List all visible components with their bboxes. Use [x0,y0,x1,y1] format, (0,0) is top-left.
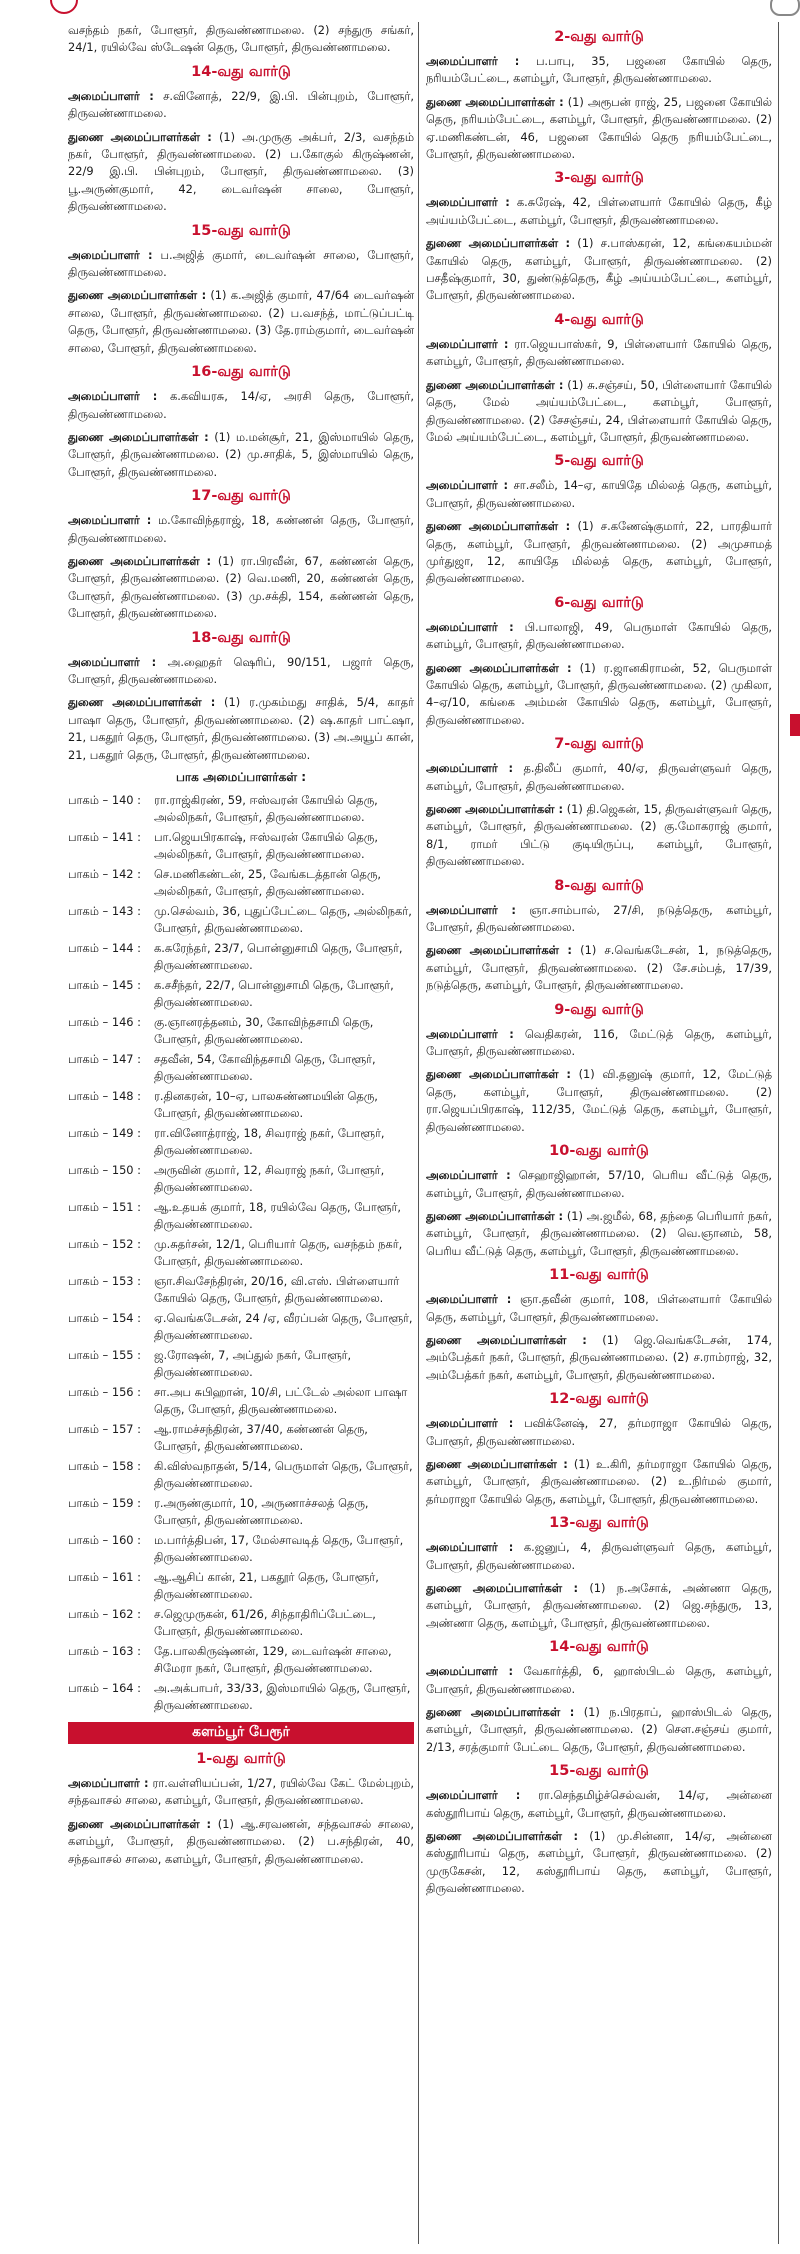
deputies-label: துணை அமைப்பாளர்கள் : [426,1829,579,1844]
bagam-row [68,829,414,863]
bagam-number: பாகம் – 156 : [68,1385,142,1399]
ward-leader [426,1787,772,1822]
deputies-label: துணை அமைப்பாளர்கள் : [426,377,564,392]
bagam-detail: மு.செல்வம், 36, புதுப்பேட்டை தெரு, அல்லிநகர், போளூர், திருவண்ணாமலை. [154,904,412,935]
ward-deputies [426,518,772,588]
ward-heading: 8-வது வார்டு [554,877,644,894]
ward-heading: 10-வது வார்டு [549,1143,649,1160]
leader-label: அமைப்பாளர் : [68,389,158,404]
bagam-row [68,1643,414,1677]
ward-heading: 1-வது வார்டு [196,1751,286,1767]
leader-text: த.திலீப் குமார், 40/ஏ, திருவள்ளுவர் தெரு, களம்பூர், போளூர், திருவண்ணாமலை. [426,761,772,793]
bagam-number: பாகம் – 147 : [68,1052,142,1066]
deputies-text: (1) ம.மன்சூர், 21, இஸ்மாயில் தெரு, போளூர், திருவண்ணாமலை. (2) மு.சாதிக், 5, இஸ்மாயில் தெரு, போளூர், திருவண்ணாமலை. [68,429,414,479]
ward-leader [426,336,772,371]
bagam-row [68,1569,414,1603]
ward-leader [426,194,772,229]
bagam-detail: அருவின் குமார், 12, சிவராஜ் நகர், போளூர், திருவண்ணாமலை. [154,1163,385,1194]
ward-deputies [426,377,772,447]
bagam-row [68,1162,414,1196]
deputies-label: துணை அமைப்பாளர்கள் : [426,1332,587,1347]
bagam-detail: மு.சுதர்சன், 12/1, பெரியார் தெரு, வசந்தம் நகர், போளூர், திருவண்ணாமலை. [154,1237,403,1268]
deputies-label: துணை அமைப்பாளர்கள் : [426,943,572,958]
ward-heading: 11-வது வார்டு [549,1267,649,1284]
bagam-detail: ஞா.சிவசேந்திரன், 20/16, வி.எஸ். பிள்ளையார் கோயில் தெரு, போளூர், திருவண்ணாமலை. [154,1274,400,1305]
bagam-row [68,1088,414,1122]
ward-deputies [426,801,772,871]
bagam-row [68,1680,414,1714]
leader-text: பி.பாலாஜி, 49, பெருமாள் கோயில் தெரு, களம்பூர், போளூர், திருவண்ணாமலை. [426,619,772,652]
deputies-text: (1) அ.முருகு அக்பர், 2/3, வசந்தம் நகர், போளூர், திருவண்ணாமலை. (2) ப.கோகுல் கிருஷ்ணன், 22/9 இ.பி. பின்புறம், போளூர், திருவண்ணாமலை. (3) பூ.அருண்குமார், 42, டைவர்ஷன் சாலை, போளூர், திருவண்ணாமலை. [68,129,414,214]
ward-deputies [68,694,414,764]
deputies-text: (1) ச.பாஸ்கரன், 12, கங்கையம்மன் கோயில் தெரு, களம்பூர், போளூர், திருவண்ணாமலை. (2) பசதீஷ்குமார், 30, துண்டுத்தெரு, கீழ் அய்யம்பேட்டை, களம்பூர், போளூர், திருவண்ணாமலை. [426,236,772,303]
deputies-text: (1) உ.கிரி, தர்மராஜா கோயில் தெரு, களம்பூர், போளூர், திருவண்ணாமலை. (2) உ.நிர்மல் குமார், தர்மராஜா கோயில் தெரு, களம்பூர், போளூர், திருவண்ணாமலை. [426,1456,772,1506]
ward-deputies [426,1828,772,1898]
bagam-row [68,1532,414,1566]
ward-deputies [68,129,414,216]
bagam-row [68,1458,414,1492]
ward-leader [68,247,414,282]
leader-label: அமைப்பாளர் : [426,1026,514,1041]
deputies-text: (1) ரா.பிரவீன், 67, கண்ணன் தெரு, போளூர், திருவண்ணாமலை. (2) வெ.மணி, 20, கண்ணன் தெரு, போளூர், திருவண்ணாமலை. (3) மு.சக்தி, 154, கண்ணன் தெரு, போளூர், திருவண்ணாமலை. [68,553,414,621]
bagam-row [68,1051,414,1085]
bagam-detail: சா.அப சுபிஹான், 10/சி, பட்டேல் அல்லா பாஷா தெரு, போளூர், திருவண்ணாமலை. [154,1385,408,1416]
deputies-label: துணை அமைப்பாளர்கள் : [68,695,216,710]
deputies-text: (1) ர.முகம்மது சாதிக், 5/4, காதர் பாஷா தெரு, போளூர், திருவண்ணாமலை. (2) ஷ.காதர் பாட்ஷா, 21, பகதூர் தெரு, போளூர், திருவண்ணாமலை. (3) அ.அயூப் கான், 21, பகதூர் தெரு, போளூர், திருவண்ணாமலை. [68,695,414,762]
masthead-icon [770,0,800,16]
bagam-row [68,1347,414,1381]
ward-deputies [426,1208,772,1260]
ward-heading: 5-வது வார்டு [554,453,644,470]
leader-text: சா.சலீம், 14–ஏ, காயிதே மில்லத் தெரு, களம்பூர், போளூர், திருவண்ணாமலை. [426,478,772,510]
bagam-number: பாகம் – 152 : [68,1237,142,1251]
bagam-number: பாகம் – 141 : [68,830,142,844]
bagam-detail: ஆ.ராமச்சந்திரன், 37/40, கண்ணன் தெரு, போளூர், திருவண்ணாமலை. [154,1422,368,1453]
bagam-number: பாகம் – 157 : [68,1422,142,1436]
adjacent-column-edge [782,22,800,2244]
bagam-row [68,1199,414,1233]
bagam-number: பாகம் – 150 : [68,1163,142,1177]
bagam-row [68,1236,414,1270]
bagam-number: பாகம் – 148 : [68,1089,142,1103]
ward-leader [68,654,414,689]
leader-label: அமைப்பாளர் : [426,1292,512,1307]
deputies-text: (1) க.அஜித் குமார், 47/64 டைவர்ஷன் சாலை, போளூர், திருவண்ணாமலை. (2) ப.வசந்த், மாட்டுப்பட்டி தெரு, போளூர், திருவண்ணாமலை. (3) தே.ராம்குமார், டைவர்ஷன் சாலை, போளூர், திருவண்ணாமலை. [68,288,414,355]
ward-leader [426,53,772,88]
deputies-text: (1) ச.கணேஷ்குமார், 22, பாரதியார் தெரு, களம்பூர், போளூர், திருவண்ணாமலை. (2) அமுசாமத் முர்துஜா, 12, காயிதே மில்லத் தெரு, களம்பூர், போளூர், திருவண்ணாமலை. [426,519,772,586]
bagam-number: பாகம் – 146 : [68,1015,142,1029]
bagam-row [68,1310,414,1344]
bagam-number: பாகம் – 143 : [68,904,142,918]
leader-text: ஞா.சாம்பால், 27/சி, நடுத்தெரு, களம்பூர், போளூர், திருவண்ணாமலை. [426,902,772,935]
bagam-detail: சதவீன், 54, கோவிந்தசாமி தெரு, போளூர், திருவண்ணாமலை. [154,1052,376,1083]
ward-heading: 18-வது வார்டு [191,629,291,646]
leader-text: வெதிகரன், 116, மேட்டுத் தெரு, களம்பூர், போளூர், திருவண்ணாமலை. [426,1026,772,1059]
deputies-text: (1) மு.சின்னா, 14/ஏ, அன்னை கஸ்தூரிபாய் தெரு, களம்பூர், போளூர், திருவண்ணாமலை. (2) முருகேசன், 12, கஸ்தூரிபாய் தெரு, களம்பூர், போளூர், திருவண்ணாமலை. [426,1829,772,1896]
ward-deputies [426,1704,772,1756]
ward-deputies [68,553,414,623]
ward-deputies [68,1816,414,1868]
deputies-label: துணை அமைப்பாளர்கள் : [426,1581,579,1595]
leader-text: வேகார்த்தி, 6, ஹாஸ்பிடல் தெரு, களம்பூர், போளூர், திருவண்ணாமலை. [426,1664,772,1696]
deputies-label: துணை அமைப்பாளர்கள் : [68,553,212,568]
deputies-text: (1) ந.பிரதாப், ஹாஸ்பிடல் தெரு, களம்பூர், போளூர், திருவண்ணாமலை. (2) சௌ.சஞ்சய் குமார், 2/13, சரத்குமார் பேட்டை தெரு, போளூர், திருவண்ணாமலை. [426,1705,772,1754]
leader-text: ரா.வள்ளியப்பன், 1/27, ரயில்வே கேட் மேல்புறம், சந்தவாசல் சாலை, களம்பூர், போளூர், திருவண்ணாமலை. [68,1776,414,1808]
bagam-row [68,1384,414,1418]
ward-deputies [426,660,772,730]
ward-heading: 9-வது வார்டு [554,1001,644,1018]
bagam-detail: ஆ.உதயக் குமார், 18, ரயில்வே தெரு, போளூர், திருவண்ணாமலை. [154,1200,402,1231]
ward-deputies [426,94,772,164]
bagam-number: பாகம் – 149 : [68,1126,142,1140]
bagam-number: பாகம் – 163 : [68,1644,142,1658]
leader-label: அமைப்பாளர் : [426,761,514,776]
section-banner: களம்பூர் பேரூர் [68,1722,414,1744]
leader-label: அமைப்பாளர் : [426,902,516,917]
deputies-text: (1) சு.சஞ்சய், 50, பிள்ளையார் கோயில் தெரு, மேல் அய்யம்பேட்டை, களம்பூர், போளூர், திருவண்ணாமலை. (2) சேசஞ்சய், 24, பிள்ளையார் கோயில் தெரு, மேல் அய்யம்பேட்டை, களம்பூர், போளூர், திருவண்ணாமலை. [426,377,772,444]
bagam-row [68,1606,414,1640]
leader-text: பவிக்னேஷ், 27, தர்மராஜா கோயில் தெரு, போளூர், திருவண்ணாமலை. [426,1416,772,1448]
bagam-detail: ரா.வினோத்ராஜ், 18, சிவராஜ் நகர், போளூர், திருவண்ணாமலை. [154,1126,385,1157]
bagam-number: பாகம் – 164 : [68,1681,142,1695]
bagam-row [68,940,414,974]
bagam-number: பாகம் – 160 : [68,1533,142,1547]
bagam-detail: தே.பாலகிருஷ்ணன், 129, டைவர்ஷன் சாலை, சிமேரா நகர், போளூர், திருவண்ணாமலை. [154,1644,392,1675]
deputies-label: துணை அமைப்பாளர்கள் : [426,1067,571,1082]
bagam-detail: ஜ.ரோஷன், 7, அப்துல் நகர், போளூர், திருவண்ணாமலை. [154,1348,352,1379]
bagam-detail: ஏ.வெங்கடேசன், 24 /ஏ, வீரப்பன் தெரு, போளூர், திருவண்ணாமலை. [154,1311,413,1342]
bagam-detail: ம.பார்த்திபன், 17, மேல்சாவடித் தெரு, போளூர், திருவண்ணாமலை. [154,1533,404,1564]
leader-label: அமைப்பாளர் : [426,1168,511,1183]
ward-deputies [426,1332,772,1384]
deputies-text: (1) தி.ஜெகன், 15, திருவள்ளுவர் தெரு, களம்பூர், போளூர், திருவண்ணாமலை. (2) கு.மோகராஜ் குமார், 8/1, ராமர் பிட்டு குடியிருப்பு, களம்பூர், போளூர், திருவண்ணாமலை. [426,802,772,869]
deputies-text: (1) ஜெ.வெங்கடேசன், 174, அம்பேத்கர் நகர், போளூர், திருவண்ணாமலை. (2) ச.ராம்ராஜ், 32, அம்பேத்கர் நகர், களம்பூர், போளூர், திருவண்ணாமலை. [426,1332,772,1382]
deputies-label: துணை அமைப்பாளர்கள் : [426,519,571,534]
leader-text: ஞா.தவீன் குமார், 108, பிள்ளையார் கோயில் தெரு, களம்பூர், போளூர், திருவண்ணாமலை. [426,1292,772,1324]
leader-label: அமைப்பாளர் : [426,1540,514,1555]
ward-leader [68,512,414,547]
leader-text: செஹாஜிஹான், 57/10, பெரிய வீட்டுத் தெரு, களம்பூர், போளூர், திருவண்ணாமலை. [426,1168,772,1200]
bagam-row [68,1014,414,1048]
deputies-label: துணை அமைப்பாளர்கள் : [426,1456,568,1471]
bagam-number: பாகம் – 155 : [68,1348,142,1362]
bagam-number: பாகம் – 154 : [68,1311,142,1325]
bagam-number: பாகம் – 158 : [68,1459,142,1473]
ward-leader [426,1415,772,1450]
bagam-number: பாகம் – 144 : [68,941,142,955]
ward-leader [426,1539,772,1574]
ward-leader [68,388,414,423]
column-divider [778,22,779,2244]
deputies-label: துணை அமைப்பாளர்கள் : [68,129,212,144]
bagam-row [68,1125,414,1159]
ward-heading: 14-வது வார்டு [549,1639,649,1656]
leader-text: ப.அஜித் குமார், டைவர்ஷன் சாலை, போளூர், திருவண்ணாமலை. [68,247,414,280]
bagam-number: பாகம் – 161 : [68,1570,142,1584]
leader-label: அமைப்பாளர் : [68,88,154,103]
leader-label: அமைப்பாளர் : [68,1776,149,1790]
bagam-detail: பா.ஜெயபிரகாஷ், ஈஸ்வரன் கோயில் தெரு, அல்லிநகர், போளூர், திருவண்ணாமலை. [154,830,378,861]
bagam-detail: கி.விஸ்வநாதன், 5/14, பெருமாள் தெரு, போளூர், திருவண்ணாமலை. [154,1459,413,1490]
leader-label: அமைப்பாளர் : [426,478,509,493]
bagam-number: பாகம் – 159 : [68,1496,142,1510]
leader-text: ரா.செந்தமிழ்ச்செல்வன், 14/ஏ, அன்னை கஸ்தூரிபாய் தெரு, களம்பூர், போளூர், திருவண்ணாமலை. [426,1788,772,1820]
ward-heading: 3-வது வார்டு [554,170,644,187]
deputies-text: (1) ச.வெங்கடேசன், 1, நடுத்தெரு, களம்பூர், போளூர், திருவண்ணாமலை. (2) சே.சம்பத், 17/39, நடுத்தெரு, களம்பூர், போளூர், திருவண்ணாமலை. [426,943,772,993]
deputies-text: (1) அ.ஜமீல், 68, தந்தை பெரியார் நகர், களம்பூர், போளூர், திருவண்ணாமலை. (2) வெ.ஞானம், 58, பெரிய வீட்டுத் தெரு, களம்பூர், போளூர், திருவண்ணாமலை. [426,1208,772,1258]
bagam-number: பாகம் – 162 : [68,1607,142,1621]
intro-text: வசந்தம் நகர், போளூர், திருவண்ணாமலை. (2) சந்துரு சங்கர், 24/1, ரயில்வே ஸ்டேஷன் தெரு, போளூர், திருவண்ணாமலை. [68,23,414,55]
leader-label: அமைப்பாளர் : [426,619,514,634]
ward-heading: 17-வது வார்டு [191,488,291,505]
ward-deputies [68,287,414,357]
logo-icon [50,0,78,14]
ward-heading: 2-வது வார்டு [554,29,644,45]
bagam-detail: ர.தினகரன், 10–ஏ, பாலசுண்ணமயின் தெரு, போளூர், திருவண்ணாமலை. [154,1089,378,1120]
deputies-text: (1) ஆ.சரவணன், சந்தவாசல் சாலை, களம்பூர், போளூர், திருவண்ணாமலை. (2) ப.சந்திரன், 40, சந்தவாசல் சாலை, களம்பூர், போளூர், திருவண்ணாமலை. [68,1816,414,1866]
bagam-detail: ச.ஜெமுருகன், 61/26, சிந்தாதிரிப்பேட்டை, போளூர், திருவண்ணாமலை. [154,1607,376,1638]
ward-leader [426,1291,772,1326]
leader-label: அமைப்பாளர் : [426,336,509,351]
bagam-number: பாகம் – 140 : [68,793,142,807]
deputies-label: துணை அமைப்பாளர்கள் : [426,94,564,109]
ward-leader [426,760,772,795]
ward-leader [68,1775,414,1810]
ward-heading: 16-வது வார்டு [191,364,291,381]
bagam-row [68,866,414,900]
ward-leader [426,619,772,654]
newspaper-page [68,22,788,2244]
bagam-row [68,1495,414,1529]
ward-deputies [426,1456,772,1508]
leader-text: ப.பாபு, 35, பஜனை கோயில் தெரு, நரியம்பேட்டை, களம்பூர், போளூர், திருவண்ணாமலை. [426,54,772,86]
bagam-row [68,903,414,937]
deputies-label: துணை அமைப்பாளர்கள் : [426,802,564,816]
deputies-label: துணை அமைப்பாளர்கள் : [68,288,207,303]
left-column [68,22,419,2244]
top-bar [0,0,800,14]
bagam-number: பாகம் – 153 : [68,1274,142,1288]
deputies-text: (1) வி.தனுஷ் குமார், 12, மேட்டுத் தெரு, களம்பூர், போளூர், திருவண்ணாமலை. (2) ரா.ஜெயப்பிரகாஷ், 112/35, மேட்டுத் தெரு, களம்பூர், போளூர், திருவண்ணாமலை. [426,1067,772,1134]
leader-label: அமைப்பாளர் : [68,654,157,669]
leader-label: அமைப்பாளர் : [426,1416,514,1431]
ward-leader [426,1663,772,1698]
bagam-heading: பாக அமைப்பாளர்கள் : [175,770,307,784]
leader-label: அமைப்பாளர் : [426,1788,521,1803]
deputies-text: (1) ந.அசோக், அண்ணா தெரு, களம்பூர், போளூர், திருவண்ணாமலை. (2) ஜெ.சந்துரு, 13, அண்ணா தெரு, களம்பூர், போளூர், திருவண்ணாமலை. [426,1581,772,1630]
leader-label: அமைப்பாளர் : [68,513,152,528]
ward-heading: 6-வது வார்டு [554,594,644,611]
ward-heading: 14-வது வார்டு [191,63,291,80]
leader-label: அமைப்பாளர் : [426,1664,514,1679]
ward-deputies [426,235,772,305]
leader-text: க.கவியரசு, 14/ஏ, அரசி தெரு, போளூர், திருவண்ணாமலை. [68,389,414,421]
bagam-number: பாகம் – 142 : [68,867,142,881]
ward-deputies [426,1580,772,1632]
deputies-label: துணை அமைப்பாளர்கள் : [426,660,572,675]
leader-label: அமைப்பாளர் : [426,195,510,210]
leader-text: ம.கோவிந்தராஜ், 18, கண்ணன் தெரு, போளூர், திருவண்ணாமலை. [68,513,414,545]
bagam-row [68,1421,414,1455]
bagam-detail: செ.மணிகண்டன், 25, வேங்கடத்தான் தெரு, அல்லிநகர், போளூர், திருவண்ணாமலை. [154,867,382,898]
leader-text: ரா.ஜெயபாஸ்கர், 9, பிள்ளையார் கோயில் தெரு, களம்பூர், போளூர், திருவண்ணாமலை. [426,336,772,369]
leader-label: அமைப்பாளர் : [68,247,153,262]
middle-column [426,22,772,2244]
red-bar-marker [790,714,800,736]
ward-leader [426,902,772,937]
deputies-label: துணை அமைப்பாளர்கள் : [68,429,209,444]
ward-heading: 15-வது வார்டு [191,222,291,239]
bagam-detail: க.சசீந்தர், 22/7, பொன்னுசாமி தெரு, போளூர், திருவண்ணாமலை. [154,978,394,1009]
leader-text: ச.வினோத், 22/9, இ.பி. பின்புறம், போளூர், திருவண்ணாமலை. [68,88,414,121]
ward-leader [68,88,414,123]
deputies-label: துணை அமைப்பாளர்கள் : [426,1208,564,1223]
ward-deputies [426,1066,772,1136]
leader-label: அமைப்பாளர் : [426,54,520,68]
deputies-label: துணை அமைப்பாளர்கள் : [68,1816,212,1831]
bagam-detail: ரா.ராஜ்கிரண், 59, ஈஸ்வரன் கோயில் தெரு, அல்லிநகர், போளூர், திருவண்ணாமலை. [154,793,378,824]
deputies-label: துணை அமைப்பாளர்கள் : [426,236,571,251]
ward-heading: 4-வது வார்டு [554,311,644,328]
ward-heading: 7-வது வார்டு [554,736,644,753]
bagam-detail: அ.அக்பாபர், 33/33, இஸ்மாயில் தெரு, போளூர், திருவண்ணாமலை. [154,1681,411,1712]
bagam-row [68,1273,414,1307]
bagam-row [68,792,414,826]
bagam-detail: ஆ.ஆசிப் கான், 21, பகதூர் தெரு, போளூர், திருவண்ணாமலை. [154,1570,379,1601]
bagam-detail: ர.அருண்குமார், 10, அருணாச்சலத் தெரு, போளூர், திருவண்ணாமலை. [154,1496,369,1527]
ward-leader [426,1026,772,1061]
bagam-number: பாகம் – 145 : [68,978,142,992]
ward-deputies [68,429,414,481]
ward-heading: 15-வது வார்டு [549,1763,649,1780]
ward-deputies [426,942,772,994]
ward-leader [426,477,772,512]
deputies-text: (1) ர.ஜானகிராமன், 52, பெருமாள் கோயில் தெரு, களம்பூர், போளூர், திருவண்ணாமலை. (2) முகிலா, 4–ஏ/10, கங்கை அம்மன் கோயில் தெரு, களம்பூர், போளூர், திருவண்ணாமலை. [426,660,772,727]
leader-text: க.ஜனுப், 4, திருவள்ளுவர் தெரு, களம்பூர், போளூர், திருவண்ணாமலை. [426,1540,772,1572]
deputies-text: (1) அரூபன் ராஜ், 25, பஜனை கோயில் தெரு, நரியம்பேட்டை, களம்பூர், போளூர், திருவண்ணாமலை. (2) ஏ.மணிகண்டன், 46, பஜனை கோயில் தெரு நரியம்பேட்டை, போளூர், திருவண்ணாமலை. [426,94,772,162]
ward-leader [426,1167,772,1202]
leader-text: க.சுரேஷ், 42, பிள்ளையார் கோயில் தெரு, கீழ் அய்யம்பேட்டை, களம்பூர், போளூர், திருவண்ணாமலை. [426,195,772,227]
bagam-number: பாகம் – 151 : [68,1200,142,1214]
bagam-detail: கு.ஞானரத்தனம், 30, கோவிந்தசாமி தெரு, போளூர், திருவண்ணாமலை. [154,1015,374,1046]
ward-heading: 13-வது வார்டு [549,1515,649,1532]
leader-text: அ.ஹைதர் ஷெரிப், 90/151, பஜார் தெரு, போளூர், திருவண்ணாமலை. [68,654,414,686]
bagam-row [68,977,414,1011]
ward-heading: 12-வது வார்டு [549,1391,649,1408]
bagam-detail: க.சுரேந்தர், 23/7, பொன்னுசாமி தெரு, போளூர், திருவண்ணாமலை. [154,941,403,972]
deputies-label: துணை அமைப்பாளர்கள் : [426,1705,575,1720]
